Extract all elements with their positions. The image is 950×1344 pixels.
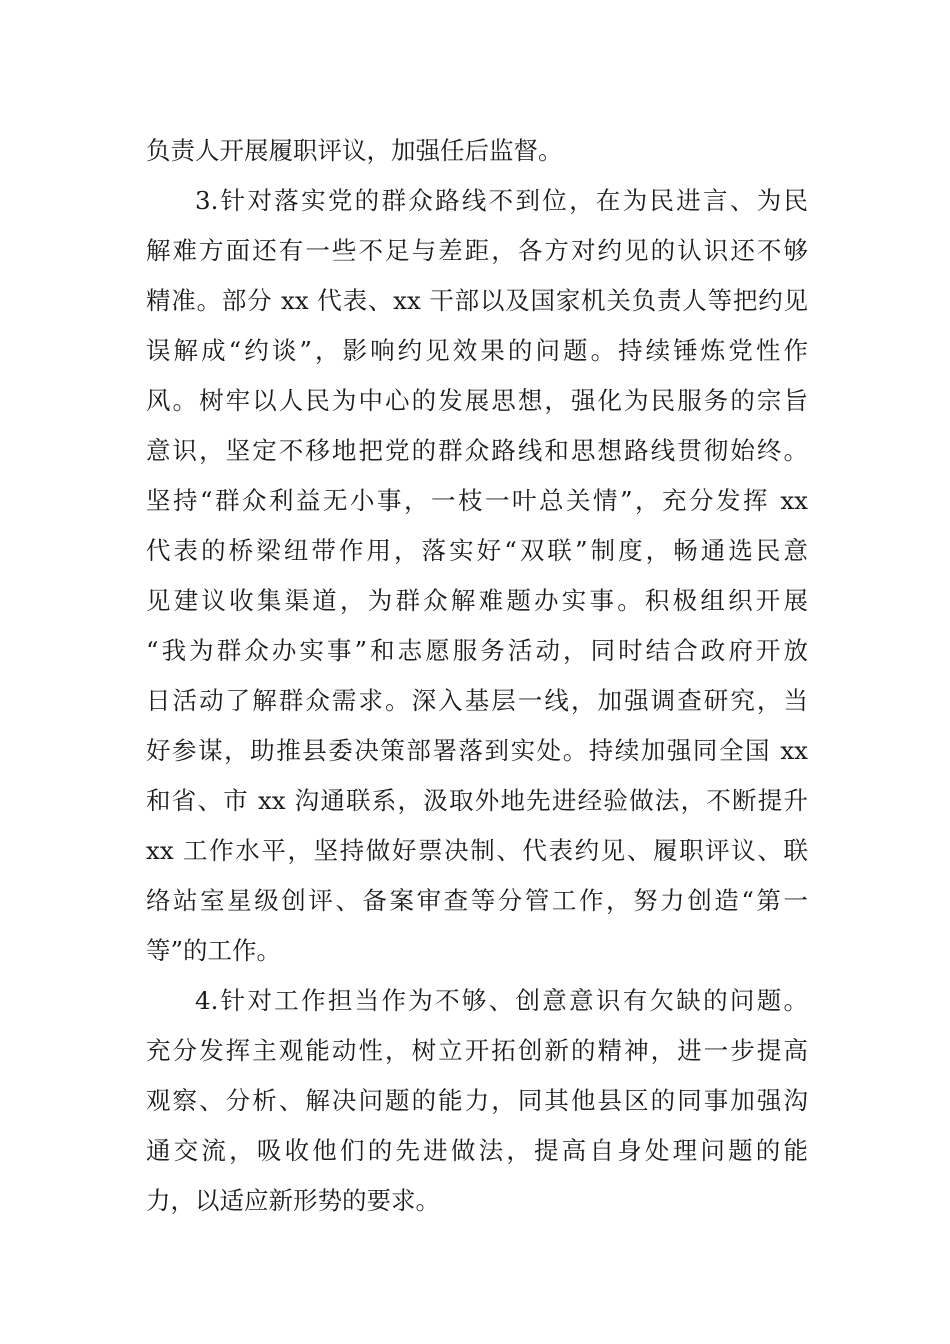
- text-line: 等”的工作。: [146, 936, 282, 965]
- paragraph-first-line: 3.针对落实党的群众路线不到位，在为民进言、为民: [195, 186, 808, 215]
- text-line: xx 工作水平，坚持做好票决制、代表约见、履职评议、联: [146, 836, 808, 865]
- text-line: 充分发挥主观能动性，树立开拓创新的精神，进一步提高: [146, 1036, 808, 1065]
- text-line: 代表的桥梁纽带作用，落实好“双联”制度，畅通选民意: [146, 536, 808, 565]
- text-line: 通交流，吸收他们的先进做法，提高自身处理问题的能: [146, 1136, 808, 1165]
- text-line: 络站室星级创评、备案审查等分管工作，努力创造“第一: [146, 886, 808, 915]
- text-line: “我为群众办实事”和志愿服务活动，同时结合政府开放: [146, 636, 808, 665]
- text-line: 和省、市 xx 沟通联系，汲取外地先进经验做法，不断提升: [146, 786, 808, 815]
- text-line: 观察、分析、解决问题的能力，同其他县区的同事加强沟: [146, 1086, 808, 1115]
- body-text: [146, 126, 808, 1226]
- paragraph-first-line: 4.针对工作担当作为不够、创意意识有欠缺的问题。: [195, 986, 808, 1015]
- text-line: 力，以适应新形势的要求。: [146, 1186, 440, 1215]
- text-line: 日活动了解群众需求。深入基层一线，加强调查研究，当: [146, 686, 808, 715]
- text-line: 解难方面还有一些不足与差距，各方对约见的认识还不够: [146, 236, 808, 265]
- text-line: 坚持“群众利益无小事，一枝一叶总关情”，充分发挥 xx: [146, 486, 808, 515]
- text-line: 风。树牢以人民为中心的发展思想，强化为民服务的宗旨: [146, 386, 808, 415]
- text-line: 误解成“约谈”，影响约见效果的问题。持续锤炼党性作: [146, 336, 808, 365]
- text-line: 负责人开展履职评议，加强任后监督。: [146, 136, 563, 165]
- text-line: 意识，坚定不移地把党的群众路线和思想路线贯彻始终。: [146, 436, 808, 465]
- text-line: 精准。部分 xx 代表、xx 干部以及国家机关负责人等把约见: [146, 286, 808, 315]
- text-line: 见建议收集渠道，为群众解难题办实事。积极组织开展: [146, 586, 808, 615]
- text-line: 好参谋，助推县委决策部署落到实处。持续加强同全国 xx: [146, 736, 808, 765]
